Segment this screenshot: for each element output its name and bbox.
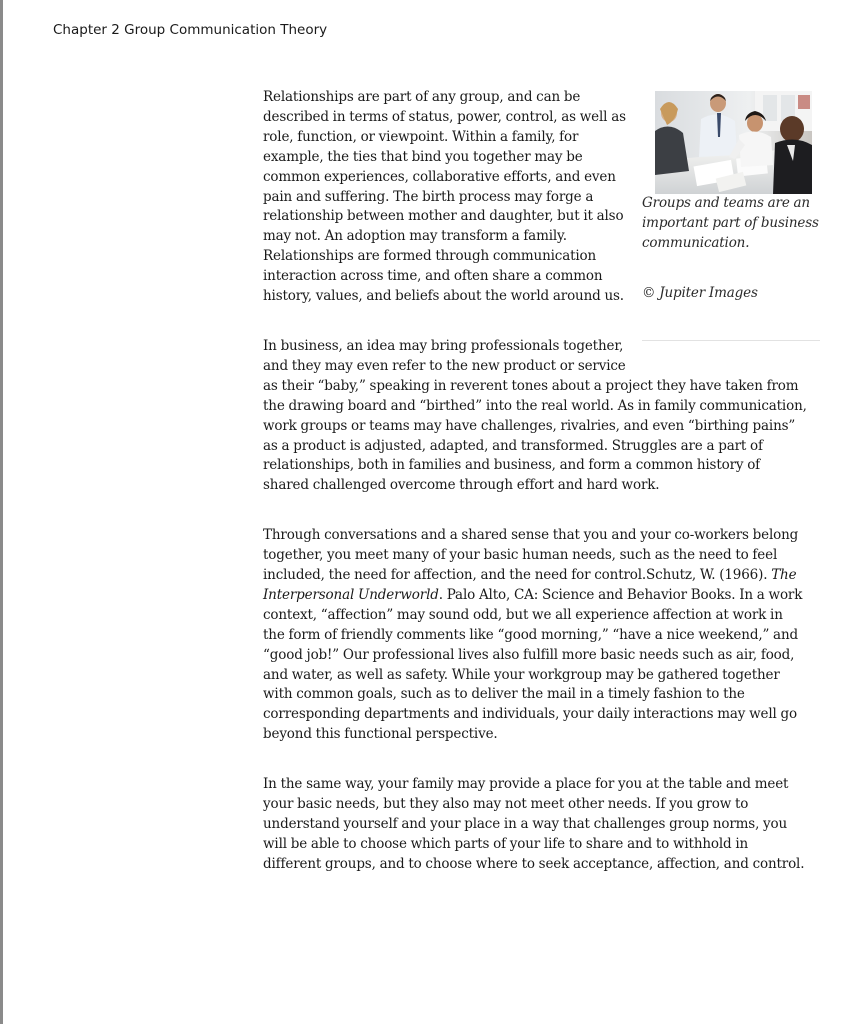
paragraph-text: . Palo Alto, CA: Science and Behavior Books. In a work context, “affection” may sound odd, but we all experience affection at work in the form of friendly comments like “good morning,” “have a nice weekend,” and “good job!” Our professional lives also fulfill more basic needs such as air, food, and water, as well as safety. While your workgroup may be gathered together with common goals, such as to deliver the mail in a timely fashion to the corresponding departments and individuals, your daily interactions may well go beyond this functional perspective. xyxy=(263,586,803,743)
book-title: The Interpersonal Underworld xyxy=(263,567,797,603)
paragraph-relationships: Relationships are part of any group, and can be described in terms of status, power, control, as well as role, function, or viewpoint. Within a family, for example, the ties that bind you together may be common experiences, collaborative efforts, and even pain and suffering. The birth process may forge a relationship between mother and daughter, but it also may not. An adoption may transform a family. Relationships are formed through communication interaction across time, and often share a common history, values, and beliefs about the world around us. xyxy=(263,89,626,305)
figure-credit: © Jupiter Images xyxy=(642,284,758,301)
paragraph-business: In business, an idea may bring professionals together, and they may even refer to the new product or service as their “baby,” speaking in reverent tones about a project they have taken from the drawing board and “birthed” into the real world. As in family communication, work groups or teams may have challenges, rivalries, and even “birthing pains” as a product is adjusted, adapted, and transformed. Struggles are a part of relationships, both in families and business, and form a common history of shared challenged overcome through effort and hard work. xyxy=(263,337,807,494)
paragraph-family: In the same way, your family may provide a place for you at the table and meet your basic needs, but they also may not meet other needs. If you grow to understand yourself and your place in a way that challenges group norms, you will be able to choose which parts of your life to share and to withhold in different groups, and to choose where to seek acceptance, affection, and control. xyxy=(263,776,805,872)
chapter-body xyxy=(263,88,819,905)
paragraph-text: Through conversations and a shared sense that you and your co-workers belong together, you meet many of your basic human needs, such as the need to feel included, the need for affection, and the need for control.Schutz, W. (1966). xyxy=(263,527,799,584)
figure-caption: Groups and teams are an important part of business communication. xyxy=(642,195,819,251)
business-team-photo xyxy=(655,91,812,194)
page-left-border xyxy=(0,0,3,1024)
figure xyxy=(642,91,820,341)
running-head: Chapter 2 Group Communication Theory xyxy=(53,22,328,38)
paragraph-human-needs xyxy=(263,526,808,745)
